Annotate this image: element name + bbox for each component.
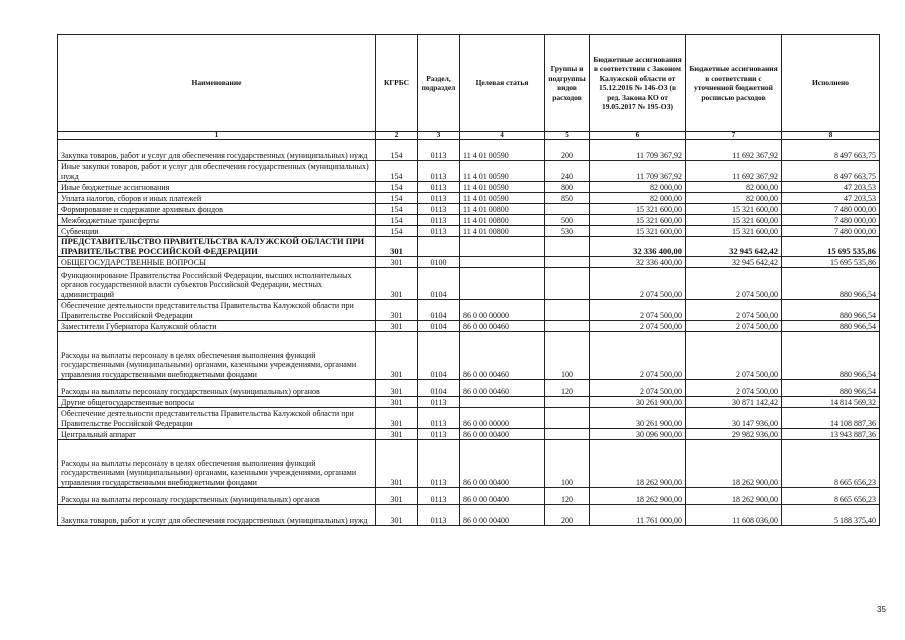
col-number: 4 xyxy=(460,132,545,140)
row-target-cell: 11 4 01 00590 xyxy=(460,182,545,193)
row-kgrbs-cell: 301 xyxy=(376,237,418,257)
row-section-cell: 0104 xyxy=(418,332,460,380)
row-law-amount-cell: 11 761 000,00 xyxy=(590,505,686,526)
row-refined-amount-cell: 18 262 900,00 xyxy=(686,488,782,505)
row-law-amount-cell: 2 074 500,00 xyxy=(590,300,686,321)
row-group-cell xyxy=(545,321,590,332)
row-law-amount-cell: 2 074 500,00 xyxy=(590,380,686,397)
table-row xyxy=(58,440,880,488)
row-target-cell: 11 4 01 00800 xyxy=(460,215,545,226)
row-law-amount-cell: 30 096 900,00 xyxy=(590,429,686,440)
row-refined-amount-cell: 15 321 600,00 xyxy=(686,204,782,215)
col-number: 2 xyxy=(376,132,418,140)
row-executed-amount-cell: 7 480 000,00 xyxy=(782,215,880,226)
budget-table xyxy=(57,34,880,526)
row-target-cell: 86 0 00 00000 xyxy=(460,408,545,429)
row-kgrbs-cell: 301 xyxy=(376,300,418,321)
row-target-cell: 11 4 01 00590 xyxy=(460,161,545,182)
row-group-cell: 100 xyxy=(545,440,590,488)
row-name-cell: Обеспечение деятельности представительства Правительства Калужской области при Правительстве Российской Федерации xyxy=(58,300,376,321)
row-section-cell: 0113 xyxy=(418,204,460,215)
row-kgrbs-cell: 301 xyxy=(376,440,418,488)
row-target-cell: 86 0 00 00400 xyxy=(460,440,545,488)
col-header-groups: Группы и подгруппы видов расходов xyxy=(545,35,590,132)
row-group-cell xyxy=(545,300,590,321)
row-law-amount-cell: 2 074 500,00 xyxy=(590,268,686,300)
row-law-amount-cell: 32 336 400,00 xyxy=(590,257,686,268)
row-law-amount-cell: 18 262 900,00 xyxy=(590,440,686,488)
row-kgrbs-cell: 301 xyxy=(376,321,418,332)
row-section-cell: 0104 xyxy=(418,380,460,397)
row-law-amount-cell: 15 321 600,00 xyxy=(590,226,686,237)
row-section-cell: 0113 xyxy=(418,397,460,408)
table-header-row xyxy=(58,35,880,132)
row-refined-amount-cell: 32 945 642,42 xyxy=(686,237,782,257)
row-executed-amount-cell: 5 188 375,40 xyxy=(782,505,880,526)
row-name-cell: Закупка товаров, работ и услуг для обеспечения государственных (муниципальных) нужд xyxy=(58,505,376,526)
row-group-cell xyxy=(545,237,590,257)
table-row xyxy=(58,204,880,215)
col-number: 8 xyxy=(782,132,880,140)
row-law-amount-cell: 11 709 367,92 xyxy=(590,140,686,161)
row-section-cell: 0104 xyxy=(418,321,460,332)
row-section-cell: 0113 xyxy=(418,182,460,193)
row-kgrbs-cell: 154 xyxy=(376,193,418,204)
row-name-cell: Иные закупки товаров, работ и услуг для обеспечения государственных (муниципальных) нужд xyxy=(58,161,376,182)
row-name-cell: Формирование и содержание архивных фондов xyxy=(58,204,376,215)
row-section-cell: 0113 xyxy=(418,505,460,526)
row-executed-amount-cell: 8 665 656,23 xyxy=(782,440,880,488)
row-section-cell: 0113 xyxy=(418,488,460,505)
col-header-section: Раздел, подраздел xyxy=(418,35,460,132)
row-name-cell: ОБЩЕГОСУДАРСТВЕННЫЕ ВОПРОСЫ xyxy=(58,257,376,268)
row-name-cell: ПРЕДСТАВИТЕЛЬСТВО ПРАВИТЕЛЬСТВА КАЛУЖСКОЙ ОБЛАСТИ ПРИ ПРАВИТЕЛЬСТВЕ РОССИЙСКОЙ ФЕДЕРАЦИИ xyxy=(58,237,376,257)
row-refined-amount-cell: 2 074 500,00 xyxy=(686,321,782,332)
row-executed-amount-cell: 47 203,53 xyxy=(782,182,880,193)
row-executed-amount-cell: 880 966,54 xyxy=(782,300,880,321)
row-group-cell: 200 xyxy=(545,505,590,526)
row-executed-amount-cell: 8 665 656,23 xyxy=(782,488,880,505)
table-row xyxy=(58,505,880,526)
row-refined-amount-cell: 15 321 600,00 xyxy=(686,226,782,237)
row-section-cell: 0113 xyxy=(418,408,460,429)
row-section-cell xyxy=(418,237,460,257)
row-name-cell: Другие общегосударственные вопросы xyxy=(58,397,376,408)
row-group-cell: 530 xyxy=(545,226,590,237)
row-refined-amount-cell: 11 608 036,00 xyxy=(686,505,782,526)
row-section-cell: 0113 xyxy=(418,226,460,237)
row-executed-amount-cell: 880 966,54 xyxy=(782,380,880,397)
row-target-cell: 86 0 00 00400 xyxy=(460,429,545,440)
row-group-cell: 200 xyxy=(545,140,590,161)
col-header-refined: Бюджетные ассигнования в соответствии с уточненной бюджетной росписью расходов xyxy=(686,35,782,132)
row-target-cell: 86 0 00 00400 xyxy=(460,505,545,526)
table-row xyxy=(58,237,880,257)
row-law-amount-cell: 2 074 500,00 xyxy=(590,321,686,332)
col-header-law: Бюджетные ассигнования в соответствии с Законом Калужской области от 15.12.2016 № 146-ОЗ (в ред. Закона КО от 19.05.2017 № 195-ОЗ) xyxy=(590,35,686,132)
row-group-cell: 120 xyxy=(545,380,590,397)
row-target-cell: 86 0 00 00000 xyxy=(460,300,545,321)
col-number: 6 xyxy=(590,132,686,140)
row-name-cell: Расходы на выплаты персоналу государственных (муниципальных) органов xyxy=(58,488,376,505)
row-law-amount-cell: 15 321 600,00 xyxy=(590,204,686,215)
table-row xyxy=(58,193,880,204)
row-kgrbs-cell: 301 xyxy=(376,488,418,505)
row-executed-amount-cell: 7 480 000,00 xyxy=(782,204,880,215)
row-section-cell: 0113 xyxy=(418,140,460,161)
row-refined-amount-cell: 11 692 367,92 xyxy=(686,140,782,161)
row-refined-amount-cell: 32 945 642,42 xyxy=(686,257,782,268)
row-target-cell: 11 4 01 00800 xyxy=(460,226,545,237)
row-name-cell: Обеспечение деятельности представительства Правительства Калужской области при Правительстве Российской Федерации xyxy=(58,408,376,429)
table-row xyxy=(58,429,880,440)
row-executed-amount-cell: 13 943 887,36 xyxy=(782,429,880,440)
row-refined-amount-cell: 30 147 936,00 xyxy=(686,408,782,429)
row-group-cell xyxy=(545,397,590,408)
row-target-cell xyxy=(460,397,545,408)
row-group-cell xyxy=(545,408,590,429)
row-name-cell: Расходы на выплаты персоналу в целях обеспечения выполнения функций государственными (муниципальными) органами, казенными учреждениями, органами управления государственными внебюджетными фондами xyxy=(58,440,376,488)
col-header-executed: Исполнено xyxy=(782,35,880,132)
row-kgrbs-cell: 154 xyxy=(376,204,418,215)
col-number: 3 xyxy=(418,132,460,140)
row-section-cell: 0104 xyxy=(418,268,460,300)
row-name-cell: Расходы на выплаты персоналу в целях обеспечения выполнения функций государственными (муниципальными) органами, казенными учреждениями, органами управления государственными внебюджетными фондами xyxy=(58,332,376,380)
row-executed-amount-cell: 15 695 535,86 xyxy=(782,237,880,257)
row-target-cell: 11 4 01 00590 xyxy=(460,193,545,204)
row-name-cell: Расходы на выплаты персоналу государственных (муниципальных) органов xyxy=(58,380,376,397)
row-refined-amount-cell: 82 000,00 xyxy=(686,182,782,193)
row-section-cell: 0113 xyxy=(418,193,460,204)
row-group-cell: 240 xyxy=(545,161,590,182)
row-group-cell: 500 xyxy=(545,215,590,226)
row-name-cell: Центральный аппарат xyxy=(58,429,376,440)
row-kgrbs-cell: 301 xyxy=(376,257,418,268)
row-name-cell: Заместители Губернатора Калужской области xyxy=(58,321,376,332)
row-group-cell xyxy=(545,268,590,300)
row-section-cell: 0104 xyxy=(418,300,460,321)
col-number: 1 xyxy=(58,132,376,140)
row-target-cell xyxy=(460,268,545,300)
row-kgrbs-cell: 154 xyxy=(376,140,418,161)
row-target-cell: 86 0 00 00460 xyxy=(460,321,545,332)
row-law-amount-cell: 18 262 900,00 xyxy=(590,488,686,505)
row-executed-amount-cell: 47 203,53 xyxy=(782,193,880,204)
row-section-cell: 0100 xyxy=(418,257,460,268)
row-target-cell: 86 0 00 00400 xyxy=(460,488,545,505)
row-target-cell: 86 0 00 00460 xyxy=(460,332,545,380)
row-executed-amount-cell: 15 695 535,86 xyxy=(782,257,880,268)
row-refined-amount-cell: 29 982 936,00 xyxy=(686,429,782,440)
table-row xyxy=(58,397,880,408)
page-number: 35 xyxy=(877,605,886,614)
row-name-cell: Субвенции xyxy=(58,226,376,237)
table-row xyxy=(58,380,880,397)
row-group-cell xyxy=(545,204,590,215)
table-row xyxy=(58,140,880,161)
row-refined-amount-cell: 2 074 500,00 xyxy=(686,380,782,397)
row-kgrbs-cell: 154 xyxy=(376,226,418,237)
row-executed-amount-cell: 14 814 569,32 xyxy=(782,397,880,408)
row-target-cell: 86 0 00 00460 xyxy=(460,380,545,397)
row-law-amount-cell: 15 321 600,00 xyxy=(590,215,686,226)
row-group-cell xyxy=(545,257,590,268)
col-header-kgrbs: КГРБС xyxy=(376,35,418,132)
row-kgrbs-cell: 154 xyxy=(376,161,418,182)
table-row xyxy=(58,408,880,429)
table-row xyxy=(58,257,880,268)
table-row xyxy=(58,488,880,505)
row-name-cell: Уплата налогов, сборов и иных платежей xyxy=(58,193,376,204)
row-law-amount-cell: 82 000,00 xyxy=(590,182,686,193)
table-row xyxy=(58,300,880,321)
row-refined-amount-cell: 11 692 367,92 xyxy=(686,161,782,182)
row-target-cell: 11 4 01 00590 xyxy=(460,140,545,161)
col-header-name: Наименование xyxy=(58,35,376,132)
row-law-amount-cell: 82 000,00 xyxy=(590,193,686,204)
row-group-cell xyxy=(545,429,590,440)
row-section-cell: 0113 xyxy=(418,440,460,488)
row-refined-amount-cell: 2 074 500,00 xyxy=(686,300,782,321)
row-kgrbs-cell: 154 xyxy=(376,215,418,226)
row-executed-amount-cell: 7 480 000,00 xyxy=(782,226,880,237)
row-executed-amount-cell: 880 966,54 xyxy=(782,321,880,332)
row-law-amount-cell: 2 074 500,00 xyxy=(590,332,686,380)
row-target-cell: 11 4 01 00800 xyxy=(460,204,545,215)
row-group-cell: 100 xyxy=(545,332,590,380)
row-kgrbs-cell: 301 xyxy=(376,380,418,397)
row-executed-amount-cell: 8 497 663,75 xyxy=(782,161,880,182)
row-executed-amount-cell: 14 108 887,36 xyxy=(782,408,880,429)
row-kgrbs-cell: 301 xyxy=(376,505,418,526)
row-group-cell: 850 xyxy=(545,193,590,204)
row-section-cell: 0113 xyxy=(418,429,460,440)
table-row xyxy=(58,215,880,226)
table-row xyxy=(58,321,880,332)
row-executed-amount-cell: 880 966,54 xyxy=(782,268,880,300)
row-refined-amount-cell: 18 262 900,00 xyxy=(686,440,782,488)
row-refined-amount-cell: 82 000,00 xyxy=(686,193,782,204)
table-row xyxy=(58,226,880,237)
row-group-cell: 120 xyxy=(545,488,590,505)
row-target-cell xyxy=(460,237,545,257)
table-row xyxy=(58,268,880,300)
column-number-row xyxy=(58,132,880,140)
row-executed-amount-cell: 880 966,54 xyxy=(782,332,880,380)
row-name-cell: Иные бюджетные ассигнования xyxy=(58,182,376,193)
row-executed-amount-cell: 8 497 663,75 xyxy=(782,140,880,161)
row-refined-amount-cell: 30 871 142,42 xyxy=(686,397,782,408)
row-target-cell xyxy=(460,257,545,268)
row-kgrbs-cell: 301 xyxy=(376,332,418,380)
row-kgrbs-cell: 301 xyxy=(376,268,418,300)
row-name-cell: Межбюджетные трансферты xyxy=(58,215,376,226)
col-number: 7 xyxy=(686,132,782,140)
row-section-cell: 0113 xyxy=(418,215,460,226)
col-header-target: Целевая статья xyxy=(460,35,545,132)
row-name-cell: Функционирование Правительства Российской Федерации, высших исполнительных органов государственной власти субъектов Российской Федерации, местных администраций xyxy=(58,268,376,300)
col-number: 5 xyxy=(545,132,590,140)
row-refined-amount-cell: 2 074 500,00 xyxy=(686,268,782,300)
table-row xyxy=(58,182,880,193)
row-kgrbs-cell: 301 xyxy=(376,429,418,440)
row-group-cell: 800 xyxy=(545,182,590,193)
table-row xyxy=(58,332,880,380)
row-section-cell: 0113 xyxy=(418,161,460,182)
row-law-amount-cell: 11 709 367,92 xyxy=(590,161,686,182)
row-name-cell: Закупка товаров, работ и услуг для обеспечения государственных (муниципальных) нужд xyxy=(58,140,376,161)
row-law-amount-cell: 30 261 900,00 xyxy=(590,408,686,429)
row-kgrbs-cell: 301 xyxy=(376,397,418,408)
row-law-amount-cell: 30 261 900,00 xyxy=(590,397,686,408)
row-refined-amount-cell: 15 321 600,00 xyxy=(686,215,782,226)
row-kgrbs-cell: 154 xyxy=(376,182,418,193)
row-law-amount-cell: 32 336 400,00 xyxy=(590,237,686,257)
table-row xyxy=(58,161,880,182)
row-kgrbs-cell: 301 xyxy=(376,408,418,429)
row-refined-amount-cell: 2 074 500,00 xyxy=(686,332,782,380)
